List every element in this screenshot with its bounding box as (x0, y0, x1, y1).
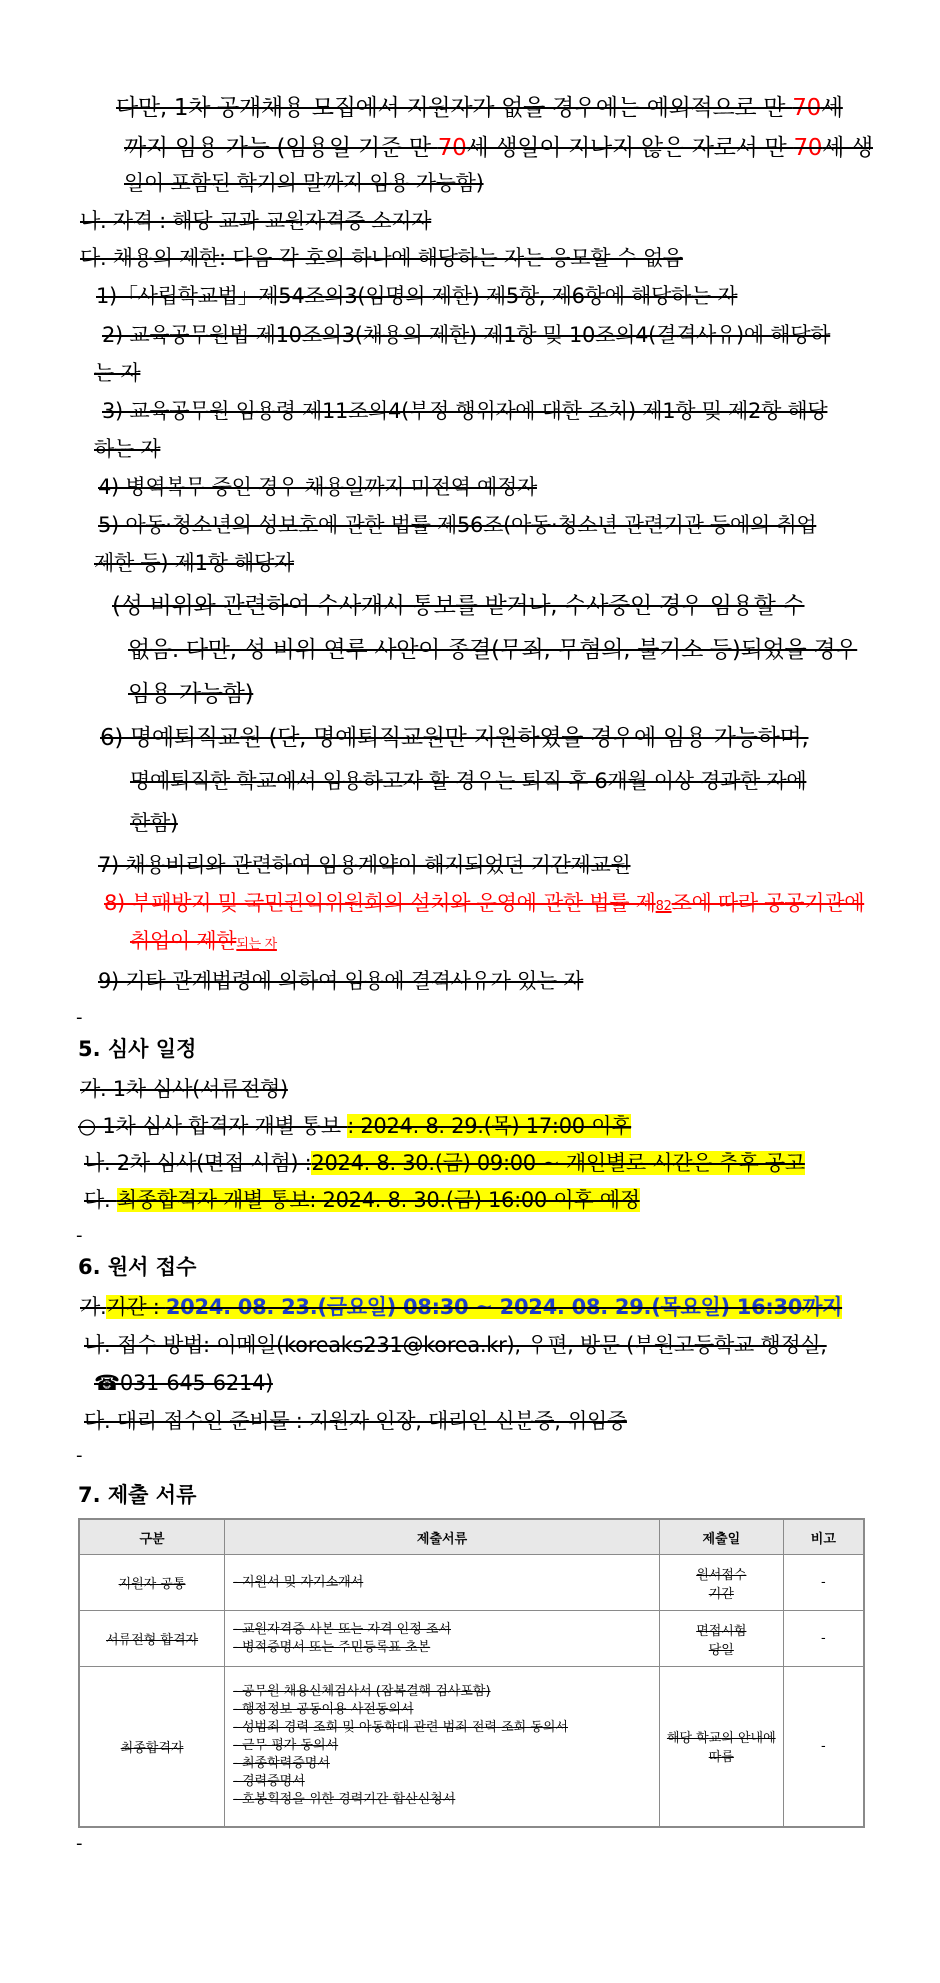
dash: - (76, 1225, 83, 1246)
highlight-number: 70 (792, 95, 821, 121)
text: 되는 자 (236, 937, 277, 952)
section-6-title: 6. 원서 접수 (78, 1255, 197, 1279)
sec6-c: 다. 대리 접수인 준비물 : 지원자 인장, 대리인 신분증, 위임증 (84, 1409, 627, 1433)
header-note: 비고 (783, 1519, 864, 1555)
line-14: (성 비위와 관련하여 수사개시 통보를 받거나, 수사중인 경우 임용할 수 (112, 593, 805, 619)
date-line: 면접시험 (696, 1623, 747, 1639)
highlight-number: 70 (437, 135, 467, 161)
header-documents: 제출서류 (225, 1519, 660, 1555)
row-items (225, 1555, 660, 1611)
date-line: 당일 (708, 1642, 734, 1658)
text: 나. 2차 심사(면접 시험) : (84, 1151, 312, 1175)
line-6: 1)「사립학교법」제54조의3(임명의 제한) 제5항, 제6항에 해당하는 자 (96, 284, 738, 308)
text: ○ 1차 심사 합격자 개별 통보 (78, 1114, 348, 1138)
line-9: 3) 교육공무원 임용령 제11조의4(부정 행위자에 대한 조치) 제1항 및 제2항 해당 (102, 399, 828, 423)
line-21 (104, 884, 864, 926)
table-row (79, 1555, 864, 1611)
text: 가. (80, 1295, 107, 1319)
row-note: - (783, 1611, 864, 1667)
line-18: 명예퇴직한 학교에서 임용하고자 할 경우는 퇴직 후 6개월 이상 경과한 자에 (130, 769, 807, 793)
sec5-a: 가. 1차 심사(서류전형) (80, 1077, 288, 1101)
line-4: 나. 자격 : 해당 교과 교원자격증 소지자 (80, 209, 432, 233)
section-5-title: 5. 심사 일정 (78, 1037, 197, 1061)
header-date: 제출일 (659, 1519, 783, 1555)
highlighted-date: 최종합격자 개별 통보: 2024. 8. 30.(금) 16:00 이후 예정 (116, 1188, 640, 1212)
document-item: - 지원서 및 자기소개서 (233, 1574, 364, 1590)
row-note: - (783, 1555, 864, 1611)
section-7-title: 7. 제출 서류 (78, 1483, 197, 1507)
document-item: - 근무 평가 동의서 (233, 1738, 339, 1754)
dash: - (76, 1445, 83, 1466)
row-items (225, 1611, 660, 1667)
document-item: - 행정정보 공동이용 사전동의서 (233, 1702, 414, 1718)
document-item: - 공무원 채용신체검사서 (잠복결핵 검사포함) (233, 1684, 491, 1700)
text: 다. (84, 1188, 117, 1212)
header-category: 구분 (79, 1519, 225, 1555)
row-category: 최종합격자 (79, 1667, 225, 1827)
highlighted-period (106, 1295, 842, 1319)
line-17: 6) 명예퇴직교원 (단, 명예퇴직교원만 지원하였을 경우에 임용 가능하며, (100, 725, 809, 751)
table-header-row (79, 1519, 864, 1555)
highlight-number: 70 (793, 135, 823, 161)
text: 취업이 제한 (130, 929, 237, 953)
sec6-b1: 나. 접수 방법: 이메일(koreaks231@korea.kr), 우편, 방문 (부원고등학교 행정실, (84, 1333, 827, 1357)
highlighted-date: 2024. 8. 30.(금) 09:00 ~ 개인별로 시간은 추후 공고 (311, 1151, 805, 1175)
date-line: 해당 학교의 안내에 (666, 1731, 776, 1747)
table-row (79, 1611, 864, 1667)
document-item: - 병적증명서 또는 주민등록표 초본 (233, 1639, 431, 1655)
sec5-d (84, 1181, 640, 1219)
row-note: - (783, 1667, 864, 1827)
sec5-c (84, 1144, 805, 1182)
line-3: 일이 포함된 학기의 말까지 임용 가능함) (124, 171, 484, 195)
text: 8) 부패방지 및 국민권익위원회의 설치와 운영에 관한 법률 제 (104, 891, 656, 915)
line-23: 9) 기타 관계법령에 의하여 임용에 결격사유가 있는 자 (98, 969, 584, 993)
row-date (659, 1611, 783, 1667)
sec5-b (78, 1107, 631, 1145)
text: 조에 따라 공공기관에 (671, 891, 865, 915)
row-date (659, 1667, 783, 1827)
text: 세 생 (822, 135, 873, 161)
text: 다만, 1차 공개채용 모집에서 지원자가 없을 경우에는 예외적으로 만 (116, 95, 793, 121)
document-item: - 호봉획정을 위한 경력기간 합산신청서 (233, 1792, 456, 1808)
text: 82 (655, 899, 672, 914)
document-item: - 성범죄 경력 조회 및 아동학대 관련 범죄 전력 조회 동의서 (233, 1720, 568, 1736)
line-19: 한함) (130, 811, 178, 835)
table-row (79, 1667, 864, 1827)
date-line: 원서접수 (696, 1567, 747, 1583)
dash: - (76, 1833, 83, 1854)
period-value: 2024. 08. 23.(금요일) 08:30 ~ 2024. 08. 29.(목요일) 16:30까지 (165, 1295, 843, 1319)
date-line: 기간 (708, 1586, 734, 1602)
line-15: 없음. 다만, 성 비위 연루 사안이 종결(무죄, 무혐의, 불기소 등)되었을 경우 (128, 637, 858, 663)
text: 세 (820, 95, 843, 121)
document-item: - 최종학력증명서 (233, 1756, 330, 1772)
documents-table (78, 1518, 865, 1828)
dash: - (76, 1007, 83, 1028)
text: 세 생일이 지나지 않은 자로서 만 (466, 135, 794, 161)
line-12: 5) 아동·청소년의 성보호에 관한 법률 제56조(아동·청소년 관련기관 등에의 취업 (98, 513, 817, 537)
row-items (225, 1667, 660, 1827)
line-13: 제한 등) 제1항 해당자 (94, 551, 294, 575)
row-date (659, 1555, 783, 1611)
line-22 (130, 922, 277, 964)
text: 까지 임용 가능 (임용일 기준 만 (124, 135, 438, 161)
sec6-a (80, 1288, 842, 1326)
sec6-b2: ☎031-645-6214) (94, 1371, 273, 1395)
highlighted-date: : 2024. 8. 29.(목) 17:00 이후 (347, 1114, 632, 1138)
line-11: 4) 병역복무 중인 경우 채용일까지 미전역 예정자 (98, 475, 537, 499)
line-1 (80, 86, 843, 130)
date-line: 따름 (708, 1750, 734, 1766)
document-item: - 교원자격증 사본 또는 자격 인정 조서 (233, 1621, 451, 1637)
text: 기간 : (106, 1295, 166, 1319)
line-8: 는 자 (94, 361, 141, 385)
line-10: 하는 자 (94, 437, 161, 461)
document-item: - 경력증명서 (233, 1774, 305, 1790)
line-5: 다. 채용의 제한: 다음 각 호의 하나에 해당하는 자는 응모할 수 없음 (80, 246, 683, 270)
row-category: 지원자 공통 (79, 1555, 225, 1611)
line-16: 임용 가능함) (128, 681, 254, 707)
line-20: 7) 채용비리와 관련하여 임용계약이 해지되었던 기간제교원 (98, 853, 631, 877)
row-category: 서류전형 합격자 (79, 1611, 225, 1667)
line-7: 2) 교육공무원법 제10조의3(채용의 제한) 제1항 및 10조의4(결격사유)에 해당하 (102, 323, 831, 347)
